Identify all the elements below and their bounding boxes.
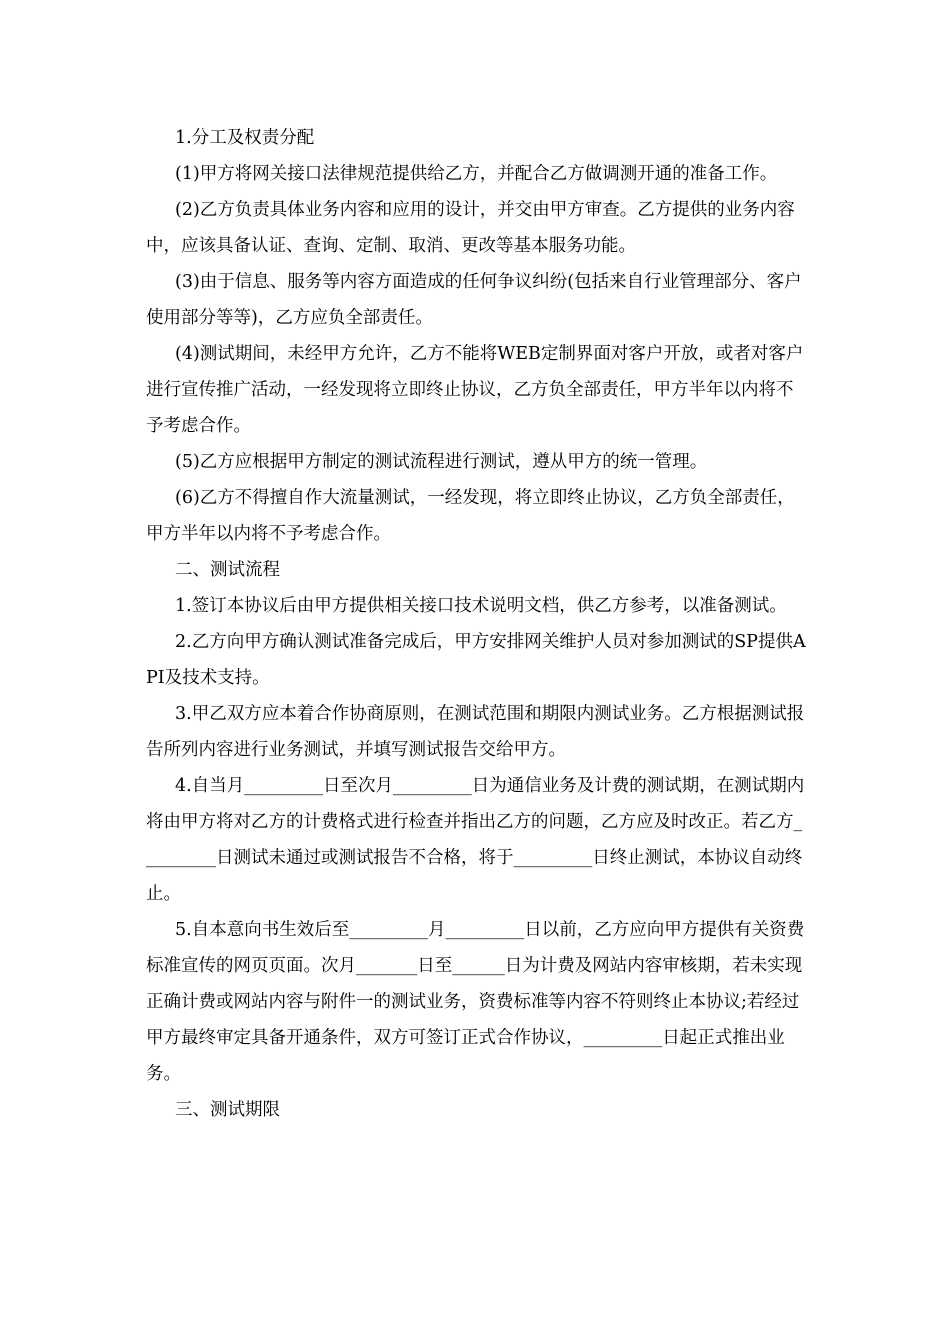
section-heading-test-period: 三、测试期限 xyxy=(175,1100,280,1120)
process-step-3: 3.甲乙双方应本着合作协商原则，在测试范围和期限内测试业务。乙方根据测试报告所列内容进行业务测试，并填写测试报告交给甲方。 xyxy=(146,704,805,760)
process-step-4: 4.自当月_________日至次月_________日为通信业务及计费的测试期，在测试期内将由甲方将对乙方的计费格式进行检查并指出乙方的问题，乙方应及时改正。若乙方_________日测试未通过或测试报告不合格，将于_________日终止测试，本协议自动终止。 xyxy=(146,776,805,904)
section-heading-division: 1.分工及权责分配 xyxy=(175,128,315,148)
clause-1-3: (3)由于信息、服务等内容方面造成的任何争议纠纷(包括来自行业管理部分、客户使用部分等等)，乙方应负全部责任。 xyxy=(146,272,802,328)
clause-1-6: (6)乙方不得擅自作大流量测试，一经发现，将立即终止协议，乙方负全部责任，甲方半年以内将不予考虑合作。 xyxy=(146,488,795,544)
clause-1-4: (4)测试期间，未经甲方允许，乙方不能将WEB定制界面对客户开放，或者对客户进行宣传推广活动，一经发现将立即终止协议，乙方负全部责任，甲方半年以内将不予考虑合作。 xyxy=(146,344,804,436)
clause-1-5: (5)乙方应根据甲方制定的测试流程进行测试，遵从甲方的统一管理。 xyxy=(175,452,708,472)
section-heading-test-process: 二、测试流程 xyxy=(175,560,280,580)
document-body xyxy=(146,120,806,1128)
clause-1-1: (1)甲方将网关接口法律规范提供给乙方，并配合乙方做调测开通的准备工作。 xyxy=(175,164,778,184)
process-step-2: 2.乙方向甲方确认测试准备完成后，甲方安排网关维护人员对参加测试的SP提供API及技术支持。 xyxy=(146,632,806,688)
process-step-5: 5.自本意向书生效后至_________月_________日以前，乙方应向甲方提供有关资费标准宣传的网页页面。次月_______日至______日为计费及网站内容审核期，若未实现正确计费或网站内容与附件一的测试业务，资费标准等内容不符则终止本协议;若经过甲方最终审定具备开通条件，双方可签订正式合作协议，_________日起正式推出业务。 xyxy=(146,920,805,1084)
process-step-1: 1.签订本协议后由甲方提供相关接口技术说明文档，供乙方参考，以准备测试。 xyxy=(175,596,787,616)
clause-1-2: (2)乙方负责具体业务内容和应用的设计，并交由甲方审查。乙方提供的业务内容中，应该具备认证、查询、定制、取消、更改等基本服务功能。 xyxy=(146,200,795,256)
